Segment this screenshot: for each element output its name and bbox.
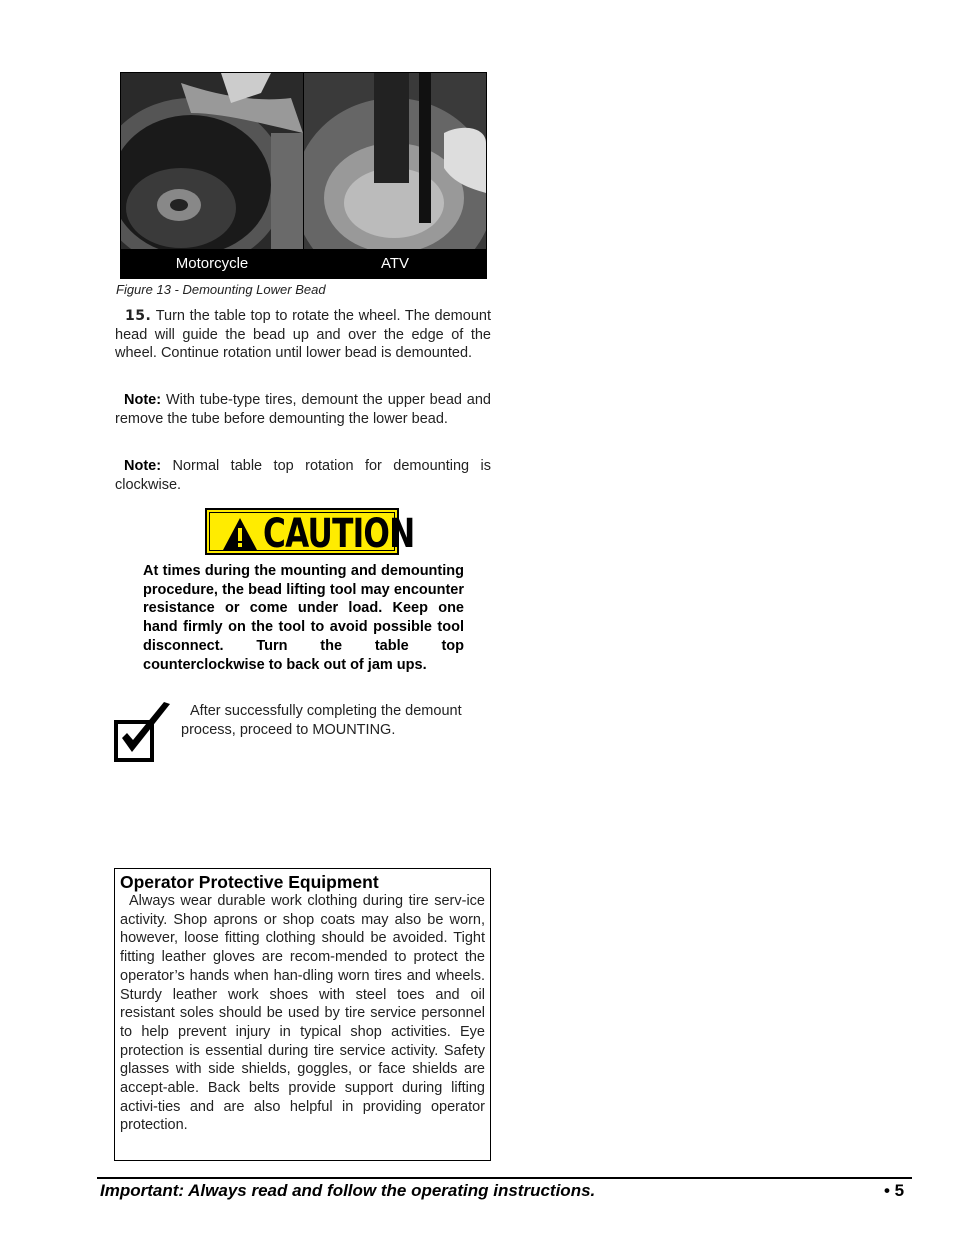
note-label: Note: — [124, 392, 162, 408]
step-15-text: Turn the table top to rotate the wheel. The demount head will guide the bead up and over the edge of the wheel. Continue rotation until lower bead is demounted. — [115, 308, 491, 362]
caution-text: At times during the mounting and demounting procedure, the bead lifting tool may encounter resistance or come under load. Keep one hand firmly on the tool to avoid possible tool disconnect. Turn the table top counterclockwise to back out of jam ups. — [143, 563, 464, 673]
note-label: Note: — [124, 458, 162, 474]
motorcycle-caption: Motorcycle — [121, 249, 303, 278]
caution-word: CAUTION — [263, 511, 415, 557]
page-number: • 5 — [884, 1181, 905, 1200]
step-15-paragraph — [115, 307, 491, 363]
warning-triangle-icon — [222, 517, 258, 551]
step-number: 15. — [125, 308, 152, 324]
after-demount-text: After successfully completing the demount process, proceed to MOUNTING. — [181, 703, 462, 738]
atv-photo — [304, 73, 486, 249]
note-text: With tube-type tires, demount the upper bead and remove the tube before demounting the lower bead. — [115, 392, 492, 427]
motorcycle-photo — [121, 73, 303, 249]
figure-13 — [120, 72, 487, 279]
caution-label — [205, 508, 415, 557]
note-rotation — [115, 457, 491, 494]
equipment-box — [114, 868, 491, 1161]
caution-label-frame — [209, 511, 415, 557]
equipment-text: Always wear durable work clothing during tire serv-ice activity. Shop aprons or shop coats may also be worn, however, loose fitting clothing should be avoided. Tight fitting leather gloves are recom-mended to protect the operator’s hands when han-dling worn tires and wheels. Sturdy leather work shoes with steel toes and oil resistant soles should be used by tire service personnel to help prevent injury in typical shop activities. Eye protection is essential during tire service activity. Safety glasses with side shields, goggles, or face shields are accept-able. Back belts provide support during lifting activi-ties and are also helpful in providing operator protection. — [120, 893, 485, 1134]
footer-text: Important: Always read and follow the operating instructions. — [100, 1181, 596, 1200]
footer-rule — [97, 1177, 912, 1179]
note-text: Normal table top rotation for demounting is clockwise. — [115, 458, 491, 493]
equipment-title: Operator Protective Equipment — [120, 872, 379, 892]
note-tube-type — [115, 391, 491, 428]
figure-caption: Figure 13 - Demounting Lower Bead — [116, 282, 326, 297]
checkmark-icon — [114, 700, 176, 764]
atv-caption: ATV — [304, 249, 486, 278]
